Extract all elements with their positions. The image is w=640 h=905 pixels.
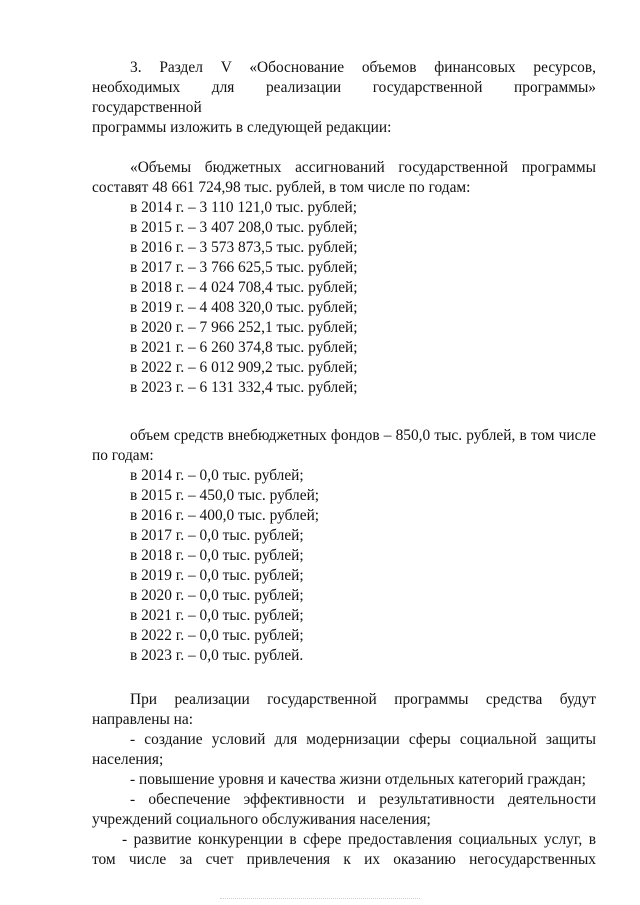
extrabudget-year-item: в 2018 г. – 0,0 тыс. рублей;: [130, 547, 304, 564]
budget-year-item: в 2018 г. – 4 024 708,4 тыс. рублей;: [130, 279, 358, 296]
spacer: [92, 666, 596, 690]
extrabudget-year-item: в 2020 г. – 0,0 тыс. рублей;: [130, 587, 304, 604]
section-intro-line-1: 3. Раздел V «Обоснование объемов финансовых ресурсов,: [130, 59, 596, 76]
spacer: [92, 398, 596, 426]
budget-year-item: в 2023 г. – 6 131 332,4 тыс. рублей;: [130, 379, 358, 396]
budget-year-item: в 2019 г. – 4 408 320,0 тыс. рублей;: [130, 299, 358, 316]
extrabudget-line-1: объем средств внебюджетных фондов – 850,0 тыс. рублей, в том числе: [130, 427, 596, 444]
scan-artifact-line: [220, 898, 420, 903]
budget-line-2: составят 48 661 724,98 тыс. рублей, в том числе по годам:: [92, 179, 471, 196]
direction-bullet-4-line-1: - развитие конкуренции в сфере предоставления социальных услуг, в: [122, 831, 596, 848]
direction-bullet-4-line-2: том числе за счет привлечения к их оказанию негосударственных: [92, 851, 596, 868]
extrabudget-year-item: в 2022 г. – 0,0 тыс. рублей;: [130, 627, 304, 644]
extrabudget-year-item: в 2016 г. – 400,0 тыс. рублей;: [130, 507, 320, 524]
direction-bullet-3-line-1: - обеспечение эффективности и результативности деятельности: [130, 791, 596, 808]
section-intro-line-3: программы изложить в следующей редакции:: [92, 119, 392, 136]
budget-year-item: в 2017 г. – 3 766 625,5 тыс. рублей;: [130, 259, 358, 276]
spacer: [92, 138, 596, 158]
extrabudget-year-item: в 2021 г. – 0,0 тыс. рублей;: [130, 607, 304, 624]
budget-year-item: в 2021 г. – 6 260 374,8 тыс. рублей;: [130, 339, 358, 356]
document-page: [92, 58, 596, 870]
extrabudget-line-2: по годам:: [92, 447, 154, 464]
extrabudget-year-item: в 2017 г. – 0,0 тыс. рублей;: [130, 527, 304, 544]
budget-year-item: в 2015 г. – 3 407 208,0 тыс. рублей;: [130, 219, 358, 236]
extrabudget-year-item: в 2023 г. – 0,0 тыс. рублей.: [130, 647, 304, 664]
extrabudget-year-item: в 2019 г. – 0,0 тыс. рублей;: [130, 567, 304, 584]
budget-year-item: в 2014 г. – 3 110 121,0 тыс. рублей;: [130, 199, 357, 216]
directions-line-1: При реализации государственной программы средства будут: [130, 691, 596, 708]
directions-line-2: направлены на:: [92, 711, 193, 728]
extrabudget-year-item: в 2015 г. – 450,0 тыс. рублей;: [130, 487, 320, 504]
budget-years-list: [92, 198, 596, 398]
extrabudget-years-list: [92, 466, 596, 666]
section-intro-line-2: необходимых для реализации государственной программы» государственной: [92, 79, 596, 116]
budget-year-item: в 2020 г. – 7 966 252,1 тыс. рублей;: [130, 319, 358, 336]
direction-bullet-1-line-1: - создание условий для модернизации сферы социальной защиты: [130, 731, 596, 748]
direction-bullet-2: - повышение уровня и качества жизни отдельных категорий граждан;: [130, 771, 586, 788]
direction-bullet-1-line-2: населения;: [92, 751, 164, 768]
direction-bullet-3-line-2: учреждений социального обслуживания населения;: [92, 811, 431, 828]
budget-year-item: в 2016 г. – 3 573 873,5 тыс. рублей;: [130, 239, 358, 256]
budget-line-1: «Объемы бюджетных ассигнований государственной программы: [130, 159, 596, 176]
extrabudget-year-item: в 2014 г. – 0,0 тыс. рублей;: [130, 467, 304, 484]
budget-year-item: в 2022 г. – 6 012 909,2 тыс. рублей;: [130, 359, 358, 376]
